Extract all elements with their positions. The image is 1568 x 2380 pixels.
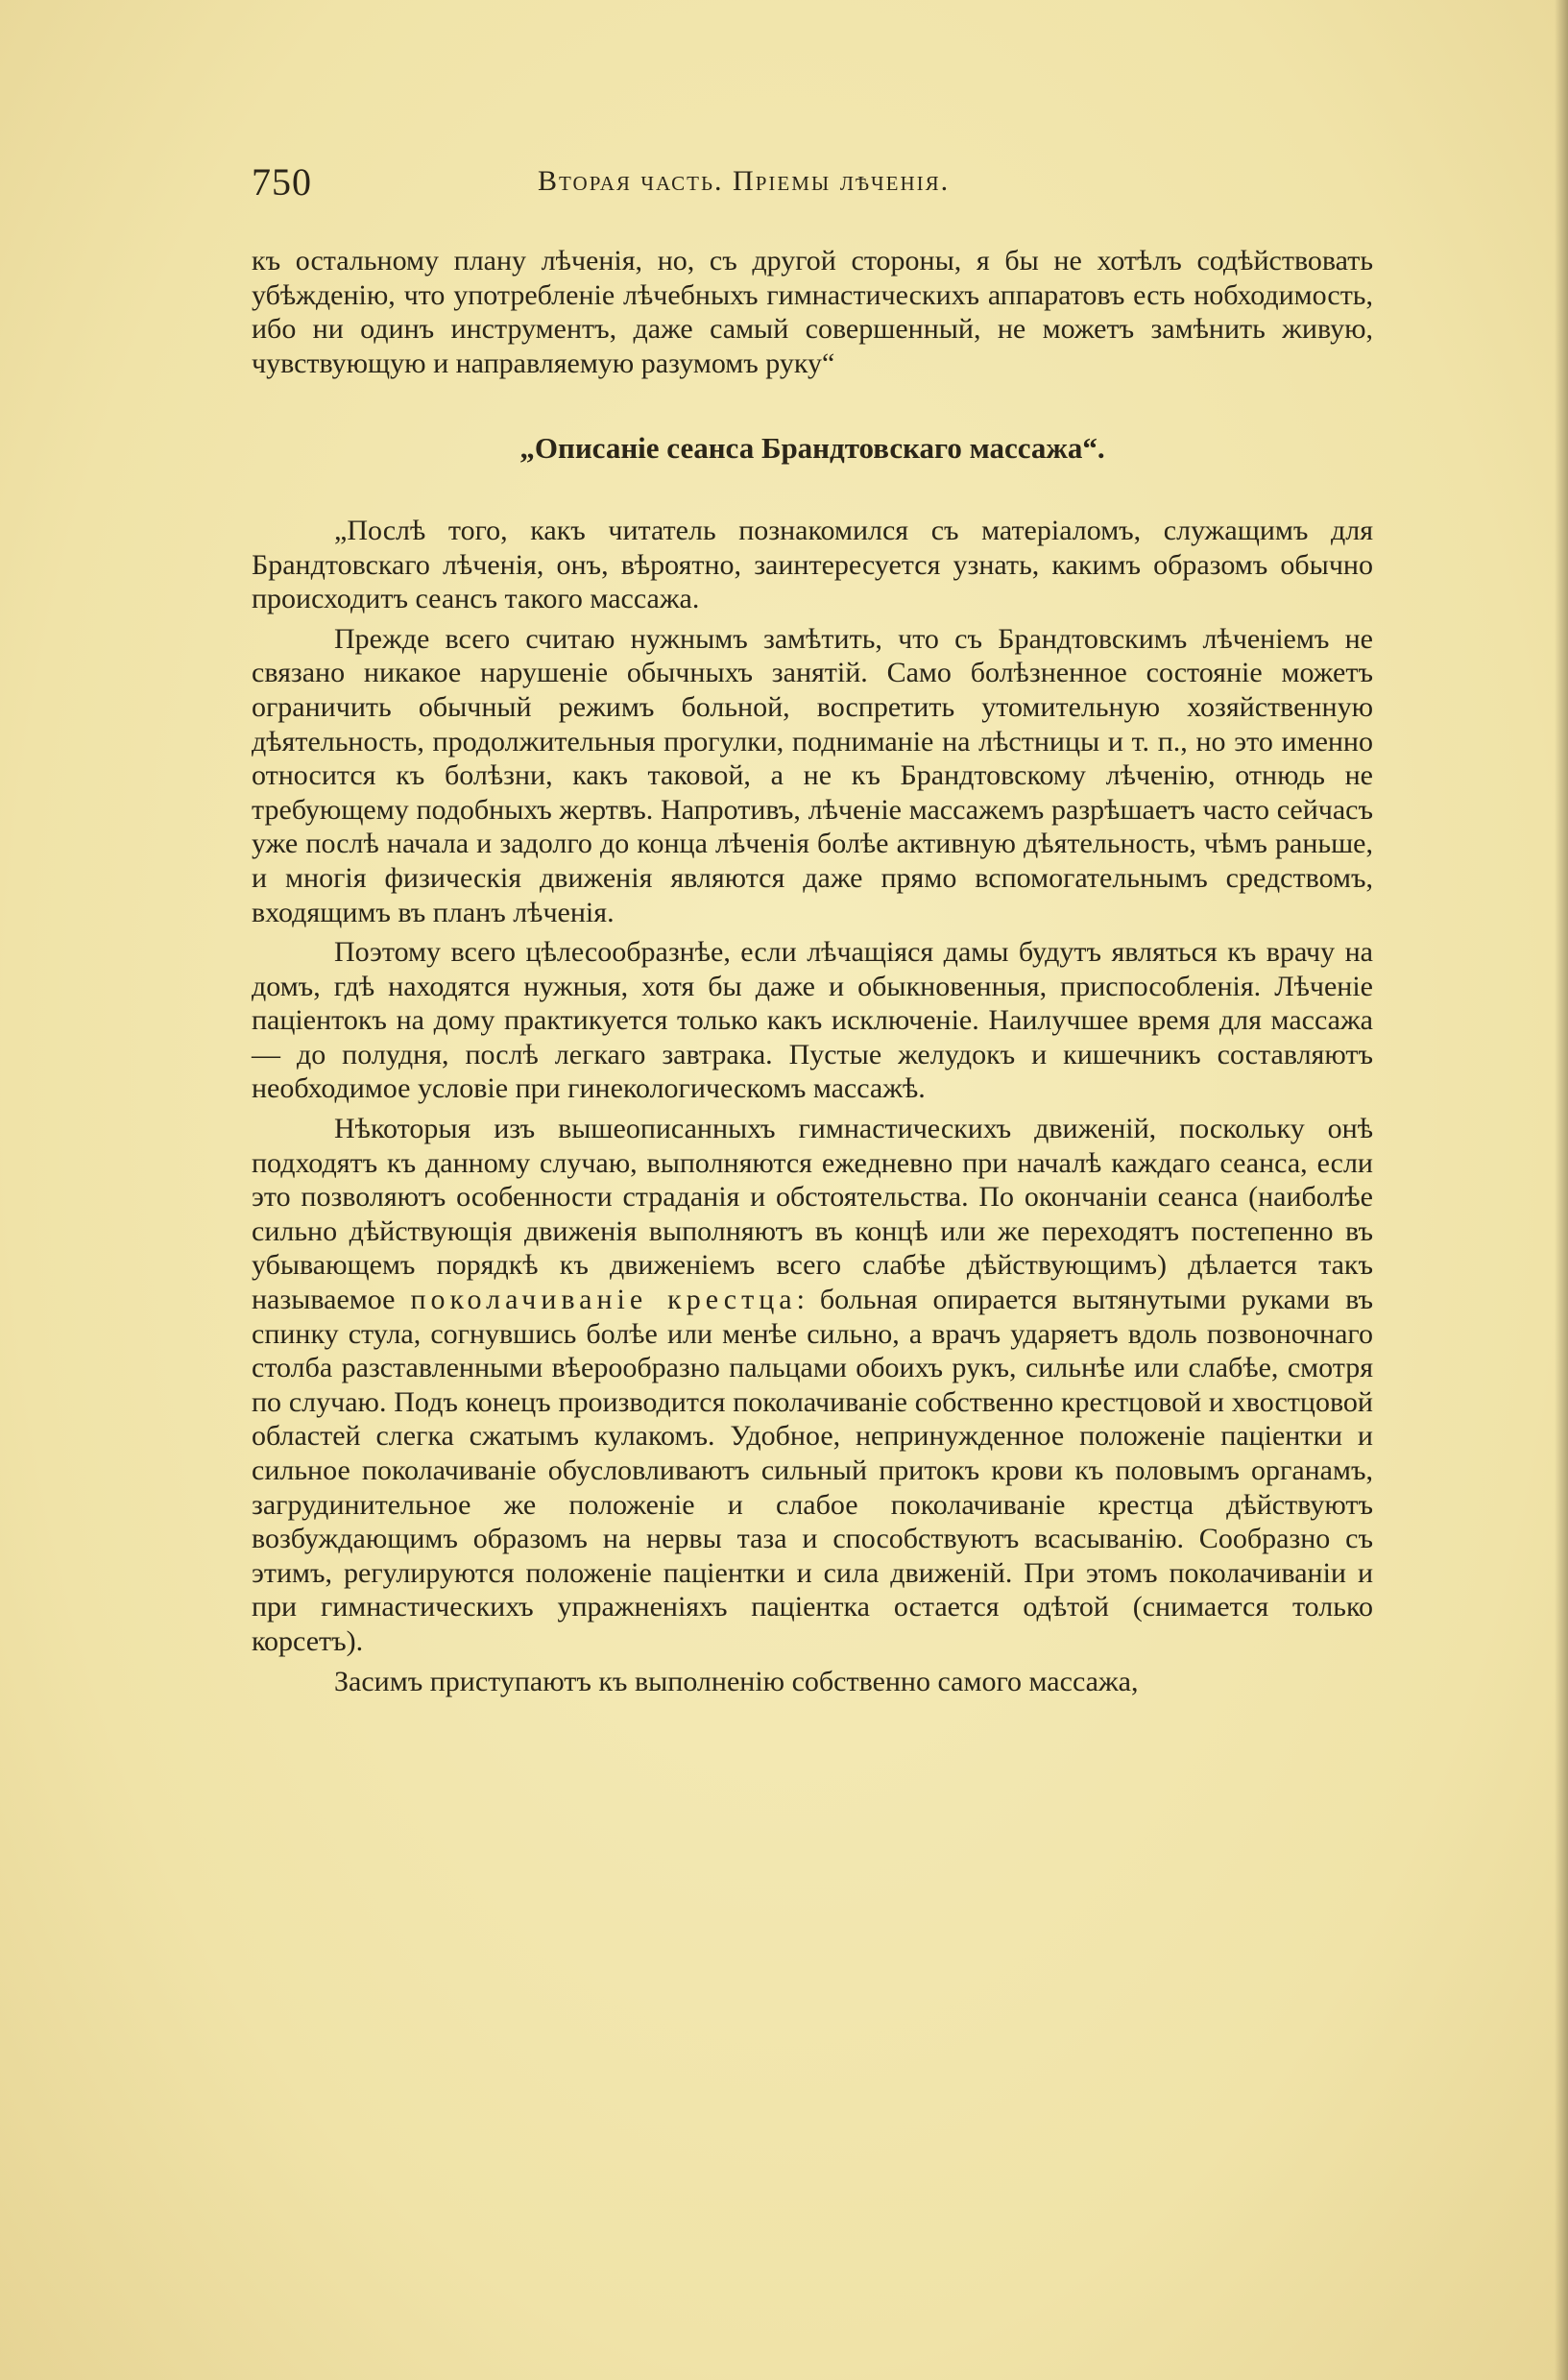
section-title: „Описаніе сеанса Брандтовскаго массажа“. xyxy=(519,431,1105,466)
paragraph-gymnastics-part-a: Нѣкоторыя изъ вышеописанныхъ гимнастическихъ движеній, поскольку онѣ подходятъ къ данному случаю, выполняются ежедневно при началѣ каждаго сеанса, если это позволяютъ особенности страданія и обстоятельства. По окончаніи сеанса (наиболѣе сильно дѣйствующія движенія выполняютъ въ концѣ или же переходятъ постепенно въ убывающемъ порядкѣ къ движеніемъ всего слабѣе дѣйствующимъ) дѣлается такъ называемое xyxy=(252,1113,1373,1316)
paragraph-intro: „Послѣ того, какъ читатель познакомился съ матеріаломъ, служащимъ для Брандтовскаго лѣченія, онъ, вѣроятно, заинтересуется узнать, какимъ образомъ обычно происходитъ сеансъ такого массажа. xyxy=(252,514,1373,615)
paragraph-daily-routine: Прежде всего считаю нужнымъ замѣтить, что съ Брандтовскимъ лѣченіемъ не связано никакое нарушеніе обычныхъ занятій. Само болѣзненное состояніе можетъ ограничить обычный режимъ больной, воспретить утомительную хозяйственную дѣятельность, продолжительныя прогулки, подниманіе на лѣстницы и т. п., но это именно относится къ болѣзни, какъ таковой, а не къ Брандтовскому лѣченію, отнюдь не требующему подобныхъ жертвъ. Напротивъ, лѣченіе массажемъ разрѣшаетъ часто сейчасъ уже послѣ начала и задолго до конца лѣченія болѣе активную дѣятельность, чѣмъ раньше, и многія физическія движенія являются даже прямо вспомогательнымъ средствомъ, входящимъ въ планъ лѣченія. xyxy=(252,622,1373,928)
page-edge-shadow xyxy=(1555,0,1568,2380)
paragraph-location: Поэтому всего цѣлесообразнѣе, если лѣчащіяся дамы будутъ являться къ врачу на домъ, гдѣ находятся нужныя, хотя бы даже и обыкновенныя, приспособленія. Лѣченіе паціентокъ на дому практикуется только какъ исключеніе. Наилучшее время для массажа — до полудня, послѣ легкаго завтрака. Пустые желудокъ и кишечникъ составляютъ необходимое условіе при гинекологическомъ массажѣ. xyxy=(252,936,1373,1105)
running-head: Вторая часть. Пріемы лѣченія. xyxy=(538,165,951,197)
page-header xyxy=(252,154,1373,211)
paragraph-continuation: къ остальному плану лѣченія, но, съ другой стороны, я бы не хотѣлъ содѣйствовать убѣжденію, что употребленіе лѣчебныхъ гимнастическихъ аппаратовъ есть нобходимость, ибо ни одинъ инструментъ, даже самый совершенный, не можетъ замѣнить живую, чувствующую и направляемую разумомъ руку“ xyxy=(252,245,1373,379)
paragraph-gymnastics xyxy=(252,1112,1373,1659)
spaced-term: поколачиваніе крестца xyxy=(410,1284,797,1316)
page-number: 750 xyxy=(252,160,312,204)
body-text xyxy=(252,244,1373,1698)
paragraph-massage-start: Засимъ приступаютъ къ выполненію собственно самого массажа, xyxy=(334,1665,1139,1697)
paragraph-gymnastics-part-b: : больная опирается вытянутыми руками въ спинку стула, согнувшись болѣе или менѣе сильно, а врачъ ударяетъ вдоль позвоночнаго столба разставленными вѣерообразно пальцами обоихъ рукъ, сильнѣе или слабѣе, смотря по случаю. Подъ конецъ производится поколачиваніе собственно крестцовой и хвостцовой областей слегка сжатымъ кулакомъ. Удобное, непринужденное положеніе паціентки и сильное поколачиваніе обусловливаютъ сильный притокъ крови къ половымъ органамъ, загрудинительное же положеніе и слабое поколачиваніе крестца дѣйствуютъ возбуждающимъ образомъ на нервы таза и способствуютъ всасыванію. Сообразно съ этимъ, регулируются положеніе паціентки и сила движеній. При этомъ поколачиваніи и при гимнастическихъ упражненіяхъ паціентка остается одѣтой (снимается только корсетъ). xyxy=(252,1284,1374,1657)
